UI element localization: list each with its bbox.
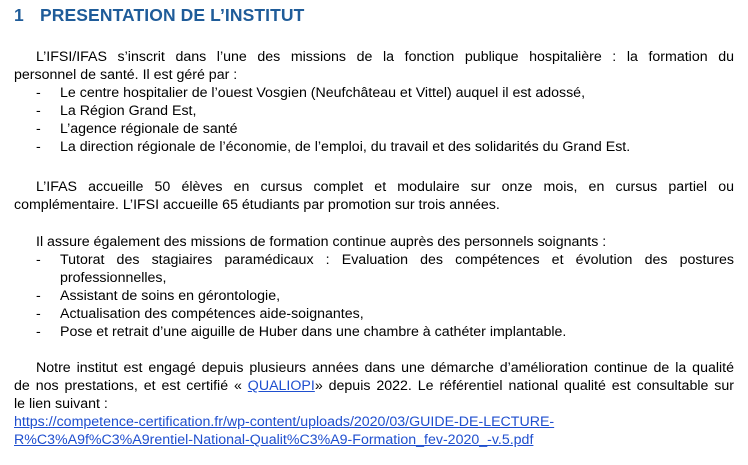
list-item-text: L’agence régionale de santé	[60, 121, 238, 137]
list-item-text: Le centre hospitalier de l’ouest Vosgien (Neufchâteau et Vittel) auquel il est adossé,	[60, 85, 586, 101]
list-item-text: La Région Grand Est,	[60, 103, 197, 119]
dash-bullet: -	[36, 288, 41, 304]
referential-link-part-2[interactable]: R%C3%A9f%C3%A9rentiel-National-Qualit%C3%A9-Formation_fev-2020_-v.5.pdf	[14, 432, 534, 448]
intro-line-2: personnel de santé. Il est géré par :	[14, 67, 238, 83]
qualiopi-link[interactable]: QUALIOPI	[247, 378, 315, 394]
quality-line-1-text: Notre institut est engagé depuis plusieurs années dans une démarche d’amélioration continue de la qualité	[36, 360, 734, 376]
dash-bullet: -	[36, 324, 41, 340]
list-item-text: Pose et retrait d’une aiguille de Huber dans une chambre à cathéter implantable.	[60, 324, 567, 340]
quality-line-1	[14, 359, 734, 377]
dash-bullet: -	[36, 139, 41, 155]
training-intro-text: Il assure également des missions de formation continue auprès des personnels soignants :	[36, 234, 607, 250]
capacity-line-1: L’IFAS accueille 50 élèves en cursus complet et modulaire sur onze mois, en cursus partiel ou	[36, 179, 734, 195]
section-title: PRESENTATION DE L’INSTITUT	[40, 5, 305, 25]
trainings-list	[14, 251, 734, 341]
list-item	[14, 287, 734, 305]
list-item-text: Assistant de soins en gérontologie,	[60, 288, 281, 304]
section-number: 1	[14, 5, 24, 25]
list-item	[14, 323, 734, 341]
training-intro	[14, 233, 734, 251]
intro-line-1: L’IFSI/IFAS s’inscrit dans l’une des missions de la fonction publique hospitalière : la formation du	[36, 49, 734, 65]
intro-paragraph	[14, 48, 734, 84]
dash-bullet: -	[36, 252, 41, 268]
quality-line-2	[14, 377, 734, 395]
list-item	[14, 102, 734, 120]
section-heading	[14, 6, 304, 24]
quality-line-2-before: de nos prestations, et est certifié «	[14, 378, 248, 394]
list-item	[14, 120, 734, 138]
dash-bullet: -	[36, 306, 41, 322]
dash-bullet: -	[36, 121, 41, 137]
dash-bullet: -	[36, 85, 41, 101]
referential-link-part-1[interactable]: https://competence-certification.fr/wp-content/uploads/2020/03/GUIDE-DE-LECTURE-	[14, 414, 555, 430]
list-item	[14, 305, 734, 323]
dash-bullet: -	[36, 103, 41, 119]
managers-list	[14, 84, 734, 156]
list-item-text: Actualisation des compétences aide-soignantes,	[60, 306, 364, 322]
quality-line-2-after: » depuis 2022. Le référentiel national qualité est consultable sur	[314, 378, 734, 394]
list-item	[14, 138, 734, 156]
capacity-paragraph	[14, 178, 734, 214]
list-item-text: La direction régionale de l’économie, de l’emploi, du travail et des solidarités du Grand Est.	[60, 139, 631, 155]
list-item	[14, 251, 734, 287]
capacity-line-2: complémentaire. L’IFSI accueille 65 étudiants par promotion sur trois années.	[14, 197, 500, 213]
list-item-text-continued: professionnelles,	[60, 270, 167, 286]
quality-line-3: le lien suivant :	[14, 396, 108, 412]
quality-paragraph	[14, 359, 734, 449]
list-item-text: Tutorat des stagiaires paramédicaux : Evaluation des compétences et évolution des postures	[60, 252, 734, 268]
list-item	[14, 84, 734, 102]
